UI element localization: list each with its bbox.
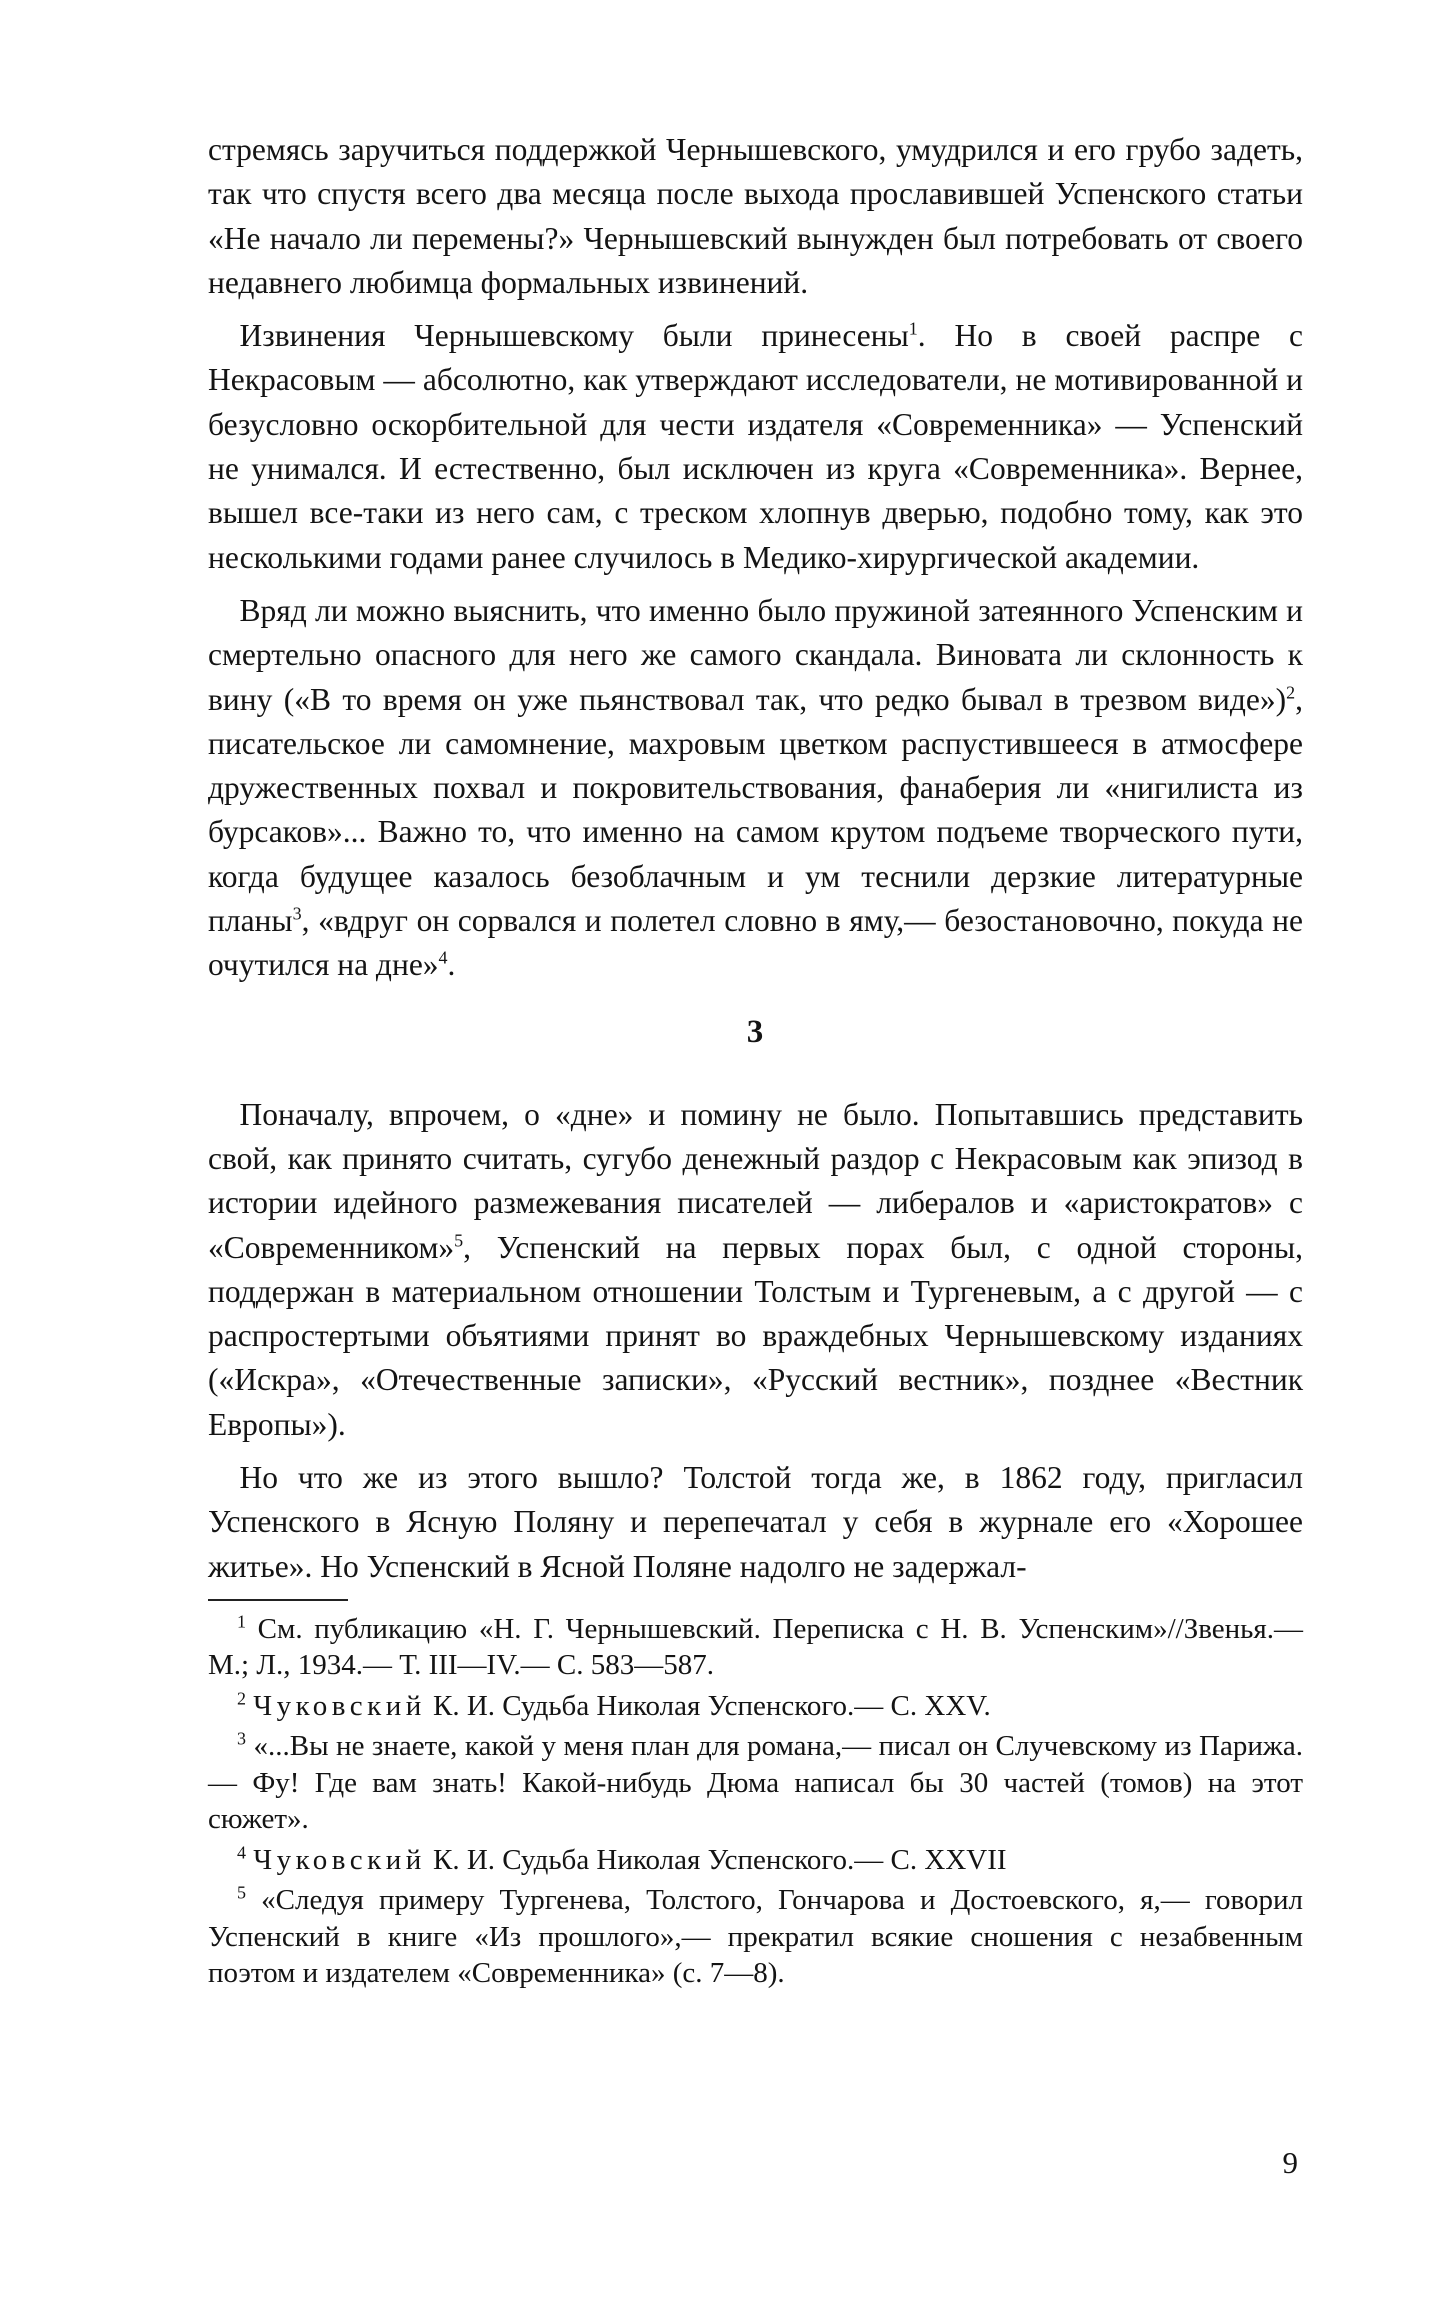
footnote-text: К. И. Судьба Николая Успенского.— С. XXV. — [433, 1689, 991, 1722]
paragraph-1-text: стремясь заручиться поддержкой Чернышевского, умудрился и его грубо задеть, так что спустя всего два месяца после выхода прославившей Успенского статьи «Не начало ли перемены?» Чернышевский вынужден был потребовать от своего недавнего любимца формальных извинений. — [208, 132, 1303, 300]
footnote-ref-4[interactable]: 4 — [438, 947, 448, 968]
paragraph-3-text-b: , писательское ли самомнение, махровым цветком распустившееся в атмосфере дружественных похвал и покровительствования, фанаберия ли «нигилиста из бурсаков»... Важно то, что именно на самом крутом подъеме творческого пути, когда будущее казалось безоблачным и ум теснили дерзкие литературные планы — [208, 681, 1303, 939]
paragraph-4-text-a: Поначалу, впрочем, о «дне» и помину не было. Попытавшись представить свой, как принято считать, сугубо денежный раздор с Некрасовым как эпизод в истории идейного размежевания писателей — либералов и «аристократов» с «Современником» — [208, 1096, 1303, 1265]
paragraph-3-text-a: Вряд ли можно выяснить, что именно было пружиной затеянного Успенским и смертельно опасного для него же самого скандала. Виновата ли склонность к вину («В то время он уже пьянствовал так, что редко бывал в трезвом виде») — [208, 592, 1303, 717]
paragraph-4-text-b: , Успенский на первых порах был, с одной стороны, поддержан в материальном отношении Толстым и Тургеневым, а с другой — с распростертыми объятиями принят во враждебных Чернышевскому изданиях («Искра», «Отечественные записки», «Русский вестник», позднее «Вестник Европы»). — [208, 1229, 1303, 1442]
footnote-2 — [208, 1688, 1303, 1725]
footnote-text: К. И. Судьба Николая Успенского.— С. XXVII — [433, 1843, 1007, 1876]
section-number: 3 — [746, 1013, 765, 1050]
main-text — [208, 128, 1303, 1996]
paragraph-2-text-rest: . Но в своей распре с Некрасовым — абсолютно, как утверждают исследователи, не мотивированной и безусловно оскорбительной для чести издателя «Современника» — Успенский не унимался. И естественно, был исключен из круга «Современника». Вернее, вышел все-таки из него сам, с треском хлопнув дверью, подобно тому, как это несколькими годами ранее случилось в Медико-хирургической академии. — [208, 318, 1303, 575]
page-number: 9 — [1282, 2145, 1298, 2180]
footnote-ref-1[interactable]: 1 — [908, 318, 918, 339]
footnote-ref-3[interactable]: 3 — [292, 903, 302, 924]
footnote-4 — [208, 1842, 1303, 1879]
footnote-3 — [208, 1728, 1303, 1838]
paragraph-4 — [208, 1093, 1303, 1447]
footnote-text: «Следуя примеру Тургенева, Толстого, Гончарова и Достоевского, я,— говорил Успенский в книге «Из прошлого»,— прекратил всякие сношения с незабвенным поэтом и издателем «Современника» (с. 7—8). — [208, 1884, 1304, 1990]
paragraph-1 — [208, 128, 1303, 305]
paragraph-2 — [208, 314, 1303, 580]
footnote-marker: 4 — [237, 1842, 246, 1863]
paragraph-3-text-d: . — [447, 947, 456, 983]
paragraph-2-text: Извинения Чернышевскому были принесены — [239, 318, 909, 354]
footnote-marker: 1 — [237, 1611, 246, 1632]
footnote-author: Чуковский — [253, 1689, 426, 1722]
footnote-text: «...Вы не знаете, какой у меня план для романа,— писал он Случевскому из Парижа.— Фу! Где вам знать! Какой-нибудь Дюма написал бы 30 частей (томов) на этот сюжет». — [208, 1730, 1303, 1836]
footnote-ref-2[interactable]: 2 — [1286, 682, 1296, 703]
paragraph-3-text-c: , «вдруг он сорвался и полетел словно в яму,— безостановочно, покуда не очутился на дне» — [208, 903, 1303, 983]
footnote-separator — [208, 1599, 348, 1601]
footnote-text: См. публикацию «Н. Г. Чернышевский. Переписка с Н. В. Успенским»//Звенья.— М.; Л., 1934.— Т. III—IV.— С. 583—587. — [208, 1612, 1303, 1682]
paragraph-3 — [208, 589, 1303, 988]
footnote-marker: 5 — [237, 1882, 246, 1903]
footnotes — [208, 1611, 1303, 1992]
footnote-marker: 3 — [237, 1728, 246, 1749]
footnote-author: Чуковский — [253, 1843, 426, 1876]
footnote-5 — [208, 1882, 1303, 1992]
paragraph-5-text: Но что же из этого вышло? Толстой тогда же, в 1862 году, пригласил Успенского в Ясную Поляну и перепечатал у себя в журнале его «Хорошее житье». Но Успенский в Ясной Поляне надолго не задержал- — [208, 1460, 1303, 1584]
footnote-marker: 2 — [237, 1688, 246, 1709]
footnote-1 — [208, 1611, 1303, 1684]
footnote-ref-5[interactable]: 5 — [454, 1230, 464, 1251]
paragraph-5 — [208, 1456, 1303, 1589]
